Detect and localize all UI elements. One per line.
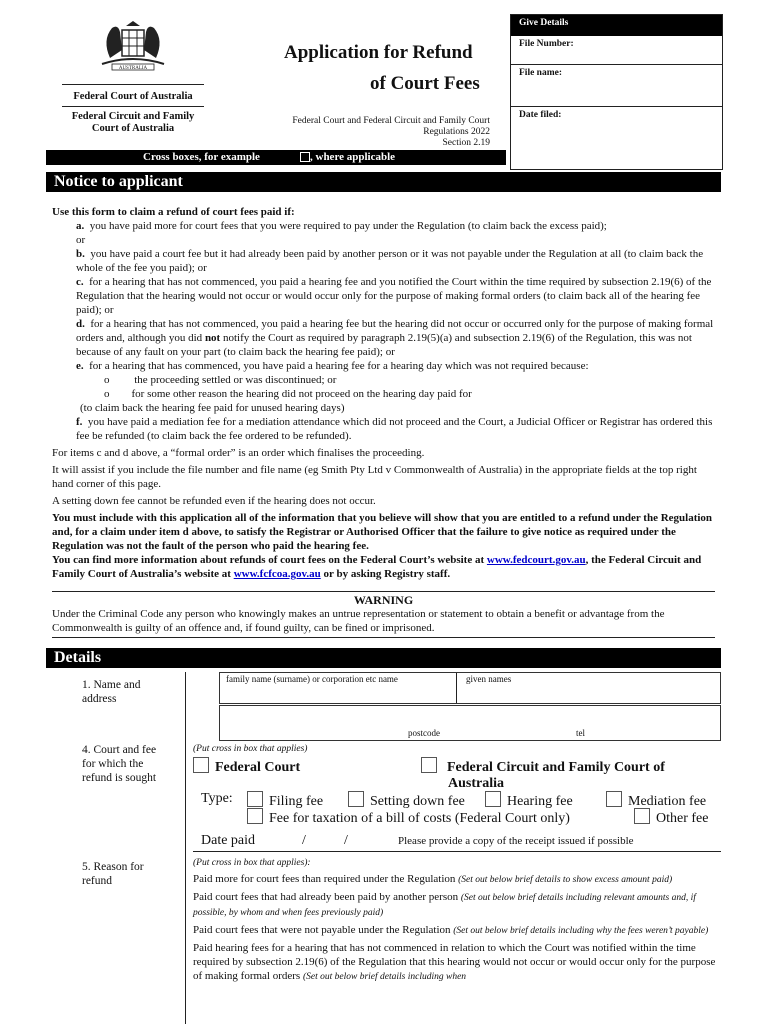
fcfc-checkbox[interactable] (421, 757, 437, 773)
given-names-label: given names (466, 674, 512, 684)
reason-already-paid[interactable]: Paid court fees that had already been paid by another person (Set out below brief details including relevant amounts and, if possible, by whom and when fees previously paid) (193, 891, 696, 918)
name-input-box[interactable] (219, 672, 721, 704)
type-label: Type: (201, 791, 233, 806)
court-cross-note: (Put cross in box that applies) (193, 744, 308, 754)
reason-not-payable[interactable]: Paid court fees that were not payable under the Regulation (Set out below brief details including why the fees weren’t payable) (193, 924, 709, 936)
notice-body: Use this form to claim a refund of court fees paid if: a. you have paid more for court fees that you were required to pay under the Regulation (to claim back the excess paid); or b. you have paid a court fee but it had already been paid by another person or it was not payable under the Regulation at all (to claim back the whole of the fee you paid); or c. for a hearing that has not commenced, you paid a hearing fee and you notified the Court within the time required by subsection 2.19(6) of the Regulation that the hearing would not occur or would occur only for the purpose of making formal orders (to claim back all of the hearing fee paid); or d. for a hearing that has not commenced, you paid a hearing fee but the hearing did not occur or occurred only for the purpose of making formal orders and, although you did not notify the Court as required by paragraph 2.19(5)(a) and subsection 2.19(6) of the Regulation, this was not because of any fault on your part (to claim back the hearing fee paid); or e. for a hearing that has commenced, you have paid a hearing fee for a hearing day which was not required because: o the proceeding settled or was discontinued; or o for some other reason the hearing did not proceed on the hearing day paid for (to claim back the hearing fee paid for unused hearing days) f. you have paid a mediation fee for a mediation attendance which did not proceed and the Court, a Judicial Officer or Registrar has ordered this fee be refunded (to claim back the fee ordered to be refunded). For items c and d above, a “formal order” is an order which finalises the proceeding. It will assist if you include the file number and file name (eg Smith Pty Ltd v Commonwealth of Australia) in the appropriate fields at the top right hand corner of this page. A setting down fee cannot be refunded even if the hearing does not occur. You must include with this application all of the information that you believe will show that you are entitled to a refund under the Regulation and, for a claim under item d above, to satisfy the Registrar or Authorised Officer that the failure to give notice as required under the Regulation was not the fault of the person who paid the hearing fee. You can find more information about refunds of court fees on the Federal Court’s website at www.fedcourt.gov.au, the Federal Circuit and Family Court of Australia’s website at www.fcfcoa.gov.au or by asking Registry staff. (52, 206, 714, 580)
hearing-fee-option[interactable]: Hearing fee (485, 791, 573, 810)
date-slash-2: / (344, 833, 348, 848)
court-divider (62, 106, 204, 107)
tel-label: tel (576, 728, 585, 738)
crest-divider (62, 84, 204, 85)
fcfc-option[interactable]: Federal Circuit and Family Court of Australia (421, 757, 711, 792)
taxation-fee-checkbox[interactable] (247, 808, 263, 824)
other-fee-option[interactable]: Other fee (634, 808, 708, 827)
svg-text:AUSTRALIA: AUSTRALIA (118, 66, 148, 71)
taxation-fee-option[interactable]: Fee for taxation of a bill of costs (Federal Court only) (247, 808, 570, 827)
date-divider (193, 851, 721, 852)
q5-label: 5. Reason for refund (82, 861, 144, 887)
postcode-label: postcode (408, 728, 440, 738)
warning-divider-top (52, 591, 715, 592)
q1-label: 1. Name and address (82, 679, 141, 705)
filing-fee-checkbox[interactable] (247, 791, 263, 807)
address-input-box[interactable] (219, 705, 721, 741)
notice-heading: Notice to applicant (46, 172, 721, 192)
give-details-box (510, 14, 723, 170)
page-title-line2: of Court Fees (370, 73, 480, 94)
reason-options: (Put cross in box that applies): Paid more for court fees than required under the Regulation (Set out below brief details to show excess amount paid) Paid court fees that had already been paid by another person (Set out below brief details including relevant amounts and, if possible, by whom and when fees previously paid) Paid court fees that were not payable under the Regulation (Set out below brief details including why the fees weren’t payable) Paid hearing fees for a hearing that has not commenced in relation to which the Court was notified within the time required by subsection 2.19(6) of the Regulation that this hearing would not occur or would occur only for the purpose of making formal orders (Set out below brief details including when (193, 856, 718, 984)
family-name-label: family name (surname) or corporation etc name (226, 674, 398, 684)
other-fee-checkbox[interactable] (634, 808, 650, 824)
give-details-heading: Give Details (511, 15, 722, 36)
file-number-field[interactable]: File Number: (519, 39, 574, 49)
page-title-line1: Application for Refund (284, 42, 473, 63)
mediation-fee-option[interactable]: Mediation fee (606, 791, 706, 810)
warning-divider-bottom (52, 637, 715, 638)
hearing-fee-checkbox[interactable] (485, 791, 501, 807)
date-slash-1: / (302, 833, 306, 848)
court-name-federal: Federal Court of Australia (73, 91, 193, 102)
regulation-reference: Federal Court and Federal Circuit and Family Court Regulations 2022 Section 2.19 (292, 116, 490, 148)
cross-instruction-bar: Cross boxes, for example , where applicable (46, 150, 506, 165)
q4-label: 4. Court and fee for which the refund is sought (82, 744, 157, 784)
federal-court-option[interactable]: Federal Court (193, 757, 300, 776)
setting-down-fee-option[interactable]: Setting down fee (348, 791, 465, 810)
warning-title: WARNING (353, 593, 414, 607)
setting-down-fee-checkbox[interactable] (348, 791, 364, 807)
details-heading: Details (46, 648, 721, 668)
coat-of-arms-logo (88, 20, 178, 74)
file-name-field[interactable]: File name: (511, 64, 722, 106)
fcfcoa-link[interactable]: www.fcfcoa.gov.au (233, 568, 321, 580)
details-column-divider (185, 672, 186, 1024)
date-paid-label: Date paid (201, 833, 256, 848)
reason-hearing-not-commenced[interactable]: Paid hearing fees for a hearing that has not commenced in relation to which the Court was notified within the time required by subsection 2.19(6) of the Regulation that this hearing would not occur or would occur only for the purpose of making formal orders (Set out below brief details including when (193, 942, 716, 982)
court-name-fcfc: Federal Circuit and Family Court of Australia (71, 111, 195, 134)
federal-court-checkbox[interactable] (193, 757, 209, 773)
mediation-fee-checkbox[interactable] (606, 791, 622, 807)
fedcourt-link[interactable]: www.fedcourt.gov.au (486, 554, 586, 566)
reason-overpaid[interactable]: Paid more for court fees than required under the Regulation (Set out below brief details to show excess amount paid) (193, 873, 673, 885)
date-filed-field[interactable]: Date filed: (511, 106, 722, 171)
receipt-note: Please provide a copy of the receipt issued if possible (398, 835, 634, 847)
filing-fee-option[interactable]: Filing fee (247, 791, 323, 810)
example-checkbox-icon (300, 152, 310, 162)
warning-text: Under the Criminal Code any person who knowingly makes an untrue representation or statement to obtain a benefit or advantage from the Commonwealth is guilty of an offence and, if found guilty, can be fined or imprisoned. (52, 608, 665, 634)
